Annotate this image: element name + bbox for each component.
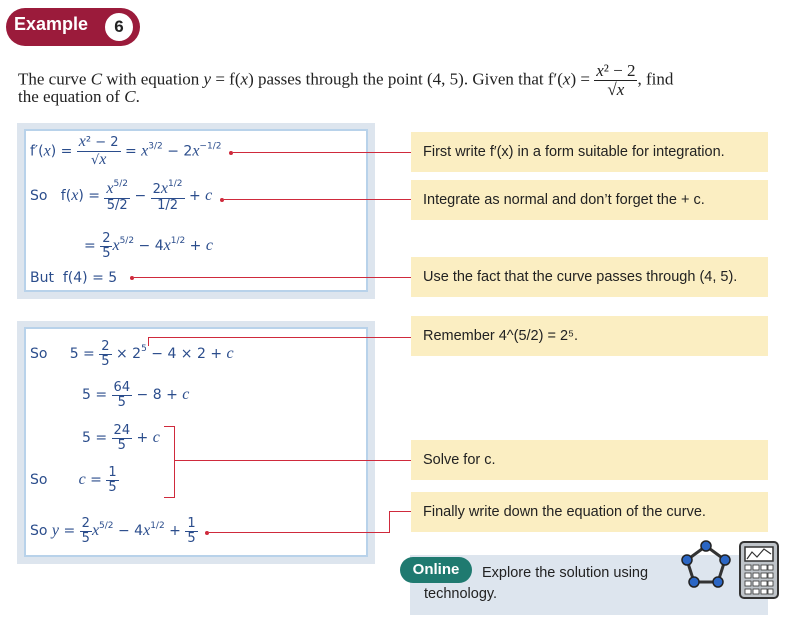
example-badge-label: Example [14,14,89,34]
working-row-substitute: So 5 = $\frac{2}{5}$ × $2^5 - 4 \times 2 + c$ [30,339,234,369]
connector-stub-6 [389,511,411,512]
note-integrate: Integrate as normal and don’t forget the + c. [411,180,768,220]
online-text-line-1: Explore the solution using [482,565,649,581]
note-solve-c: Solve for c. [411,440,768,480]
pentagon-network-icon [680,540,732,590]
note-rewrite: First write f′(x) in a form suitable for integration. [411,132,768,172]
connector-line-3 [134,277,411,278]
connector-line-4 [148,337,411,338]
note-remember: Remember 4^(5/2) = 2⁵. [411,316,768,356]
bracket-solve [164,426,175,498]
note-use-point: Use the fact that the curve passes through (4, 5). [411,257,768,297]
connector-line-5 [175,460,411,461]
working-row-step2: 5 = $\frac{64}{5}$ − 8 + c [82,380,190,410]
working-row-fprime: f′(x) = $\frac{\text{x² − 2}}{√x}$ = $x^{3/2} - 2x^{-1/2}$ [30,133,222,168]
calculator-icon [738,540,780,600]
working-row-solve-c: So c = $\frac{1}{5}$ [30,465,117,495]
working-row-integrate: So f(x) = $\frac{x^{5/2}}{5/2}$ − $\frac{2x^{1/2}}{1/2}$ + c [30,179,213,213]
working-row-final: So y = $\frac{2}{5}$ $x^{5/2} - 4x^{1/2}$ + $\frac{1}{5}$ [30,516,196,546]
connector-riser-6 [389,511,390,533]
working-row-step3: 5 = $\frac{24}{5}$ + c [82,423,160,453]
note-final: Finally write down the equation of the curve. [411,492,768,532]
working-row-simplify: = $\frac{2}{5}$ $x^{5/2} - 4x^{1/2} + c$ [84,231,213,261]
question-line-2: the equation of C. [18,87,140,106]
connector-tick-4 [148,337,149,346]
online-badge[interactable]: Online [400,557,472,583]
question-line-1: The curve C with equation y = f(x) passes through the point (4, 5). Given that f′(x) = $\frac{\text{x² − 2}}{√x}$ , find [18,61,674,99]
example-number: 6 [103,11,135,43]
connector-line-6 [209,532,389,533]
connector-line-1 [233,152,411,153]
working-row-condition: But f(4) = 5 [30,270,118,286]
online-text-line-2: technology. [424,586,498,602]
connector-line-2 [224,199,411,200]
